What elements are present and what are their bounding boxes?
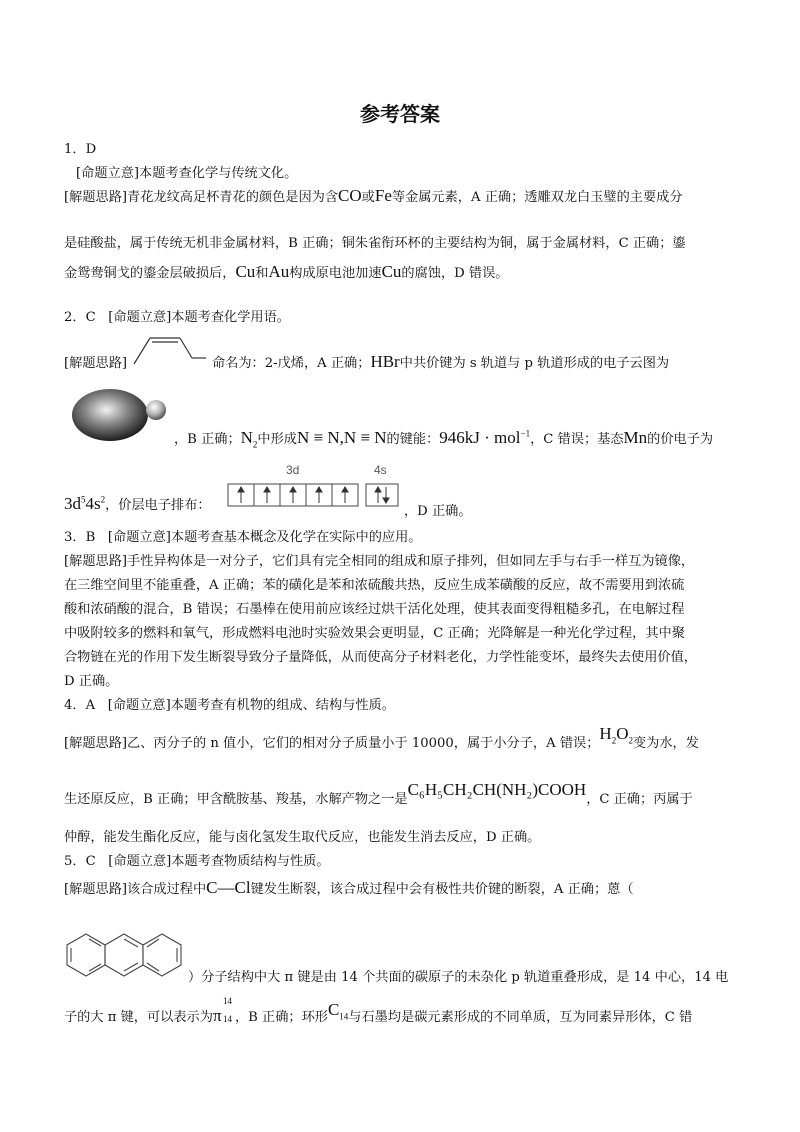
q2-text: 中共价键为 s 轨道与 p 轨道形成的电子云图为 bbox=[399, 356, 670, 371]
q2-line-3b: ，D 正确。 bbox=[404, 504, 472, 519]
q4-line-2 bbox=[64, 780, 693, 808]
q2-text: ，B 正确； bbox=[174, 432, 241, 447]
q5-text: 键发生断裂，该合成过程中会有极性共价键的断裂，A 正确；蒽（ bbox=[250, 882, 634, 897]
q2-line-3 bbox=[64, 494, 211, 514]
q1-line-1 bbox=[64, 186, 683, 206]
q5-text: [解题思路]该合成过程中 bbox=[64, 882, 207, 897]
q4-text: 变为水，发 bbox=[632, 736, 699, 751]
q5-intent: [命题立意]本题考查物质结构与性质。 bbox=[108, 854, 330, 869]
formula-pi-bond bbox=[212, 996, 235, 1025]
q4-line-1 bbox=[64, 724, 699, 753]
orbital-label-3d: 3d bbox=[286, 463, 300, 477]
formula-mn: Mn bbox=[623, 428, 648, 447]
config-3d-sup: 5 bbox=[81, 494, 86, 505]
q3-answer bbox=[64, 526, 421, 545]
q4-text: [解题思路]乙、丙分子的 n 值小，它们的相对分子质量小于 10000，属于小分子，A 错误； bbox=[64, 736, 600, 751]
q1-answer: 1．D bbox=[64, 142, 97, 157]
formula-n2 bbox=[240, 428, 258, 450]
q1-text: 金鸳鸯铜戈的鎏金层破损后， bbox=[64, 266, 236, 281]
q3-intent: [命题立意]本题考查基本概念及化学在实际中的应用。 bbox=[107, 530, 422, 545]
n2-symbol: N bbox=[240, 428, 253, 447]
q3-num: 3．B bbox=[64, 530, 96, 545]
q4-line-3: 仲醇，能发生酯化反应，能与卤化氢发生取代反应，也能发生消去反应，D 正确。 bbox=[64, 830, 541, 845]
bond-energy bbox=[439, 428, 530, 447]
h2o2-o: O bbox=[616, 724, 629, 743]
n2-subscript: 2 bbox=[252, 439, 258, 450]
q1-text: 和 bbox=[255, 266, 269, 281]
formula-c-cl: C—Cl bbox=[206, 878, 251, 897]
energy-exponent: −1 bbox=[520, 428, 531, 439]
q1-line-3 bbox=[64, 262, 508, 282]
q2-text: ，C 错误；基态 bbox=[530, 432, 624, 447]
formula-co: CO bbox=[338, 186, 362, 205]
pi-superscript: 14 bbox=[222, 996, 232, 1006]
q4-num: 4．A bbox=[64, 698, 96, 713]
q4-answer bbox=[64, 694, 395, 713]
c14-subscript: 14 bbox=[339, 1011, 349, 1022]
q5-line-1 bbox=[64, 878, 634, 898]
orbital-diagram bbox=[224, 462, 404, 512]
q5-line-3 bbox=[64, 996, 693, 1027]
q2-text: ，价层电子排布： bbox=[105, 498, 211, 513]
q5-text: 子的大 π 键，可以表示为 bbox=[64, 1010, 213, 1025]
pentene-skeletal-structure bbox=[132, 334, 208, 368]
q2-text: [解题思路] bbox=[64, 356, 128, 371]
q2-text: 的价电子为 bbox=[647, 432, 714, 447]
q2-num: 2．C bbox=[64, 310, 96, 325]
h2o2-sub: 2 bbox=[611, 735, 617, 746]
q5-answer bbox=[64, 850, 330, 869]
q2-line-1 bbox=[64, 352, 127, 371]
formula-fe: Fe bbox=[374, 186, 392, 205]
formula-cu: Cu bbox=[235, 262, 256, 281]
q1-line-2: 是硅酸盐，属于传统无机非金属材料，B 正确；铜朱雀衔环杯的主要结构为铜，属于金属材料，C 正确；鎏 bbox=[64, 236, 686, 251]
q3-line: 酸和浓硝酸的混合，B 错误；石墨棒在使用前应该经过烘干活化处理，使其表面变得粗糙多孔，在电解过程 bbox=[64, 602, 685, 617]
q3-line: 在三维空间里不能重叠，A 正确；苯的磺化是苯和浓硫酸共热，反应生成苯磺酸的反应，故不需要用到浓硫 bbox=[64, 578, 685, 593]
q2-line-2 bbox=[174, 428, 713, 449]
c14-symbol: C bbox=[327, 1000, 340, 1019]
formula-triple-bond: N ≡ N,N ≡ N bbox=[296, 428, 387, 447]
q3-line: 合物链在光的作用下发生断裂导致分子量降低，从而使高分子材料老化，力学性能变坏，最终失去使用价值， bbox=[64, 650, 697, 665]
q1-text: 或 bbox=[361, 190, 375, 205]
formula-c14 bbox=[327, 1000, 349, 1022]
formula-hbr: HBr bbox=[370, 352, 400, 371]
q3-line: [解题思路]手性异构体是一对分子，它们具有完全相同的组成和原子排列，但如同左手与右手一样互为镜像， bbox=[64, 554, 695, 569]
q1-text: 的腐蚀，D 错误。 bbox=[401, 266, 509, 281]
q1-text: 构成原电池加速 bbox=[289, 266, 382, 281]
q4-text: 生还原反应，B 正确；甲含酰胺基、羧基，水解产物之一是 bbox=[64, 792, 408, 807]
q1-intent: [命题立意]本题考查化学与传统文化。 bbox=[76, 166, 298, 181]
config-4s-sup: 2 bbox=[100, 494, 106, 505]
q1-text: 等金属元素，A 正确；透雕双龙白玉璧的主要成分 bbox=[391, 190, 683, 205]
config-3d: 3d bbox=[64, 494, 81, 513]
h2o2-sub: 2 bbox=[628, 735, 633, 746]
q4-intent: [命题立意]本题考查有机物的组成、结构与性质。 bbox=[107, 698, 395, 713]
q2-text: 的键能： bbox=[386, 432, 440, 447]
q4-text: ，C 正确；丙属于 bbox=[586, 792, 693, 807]
q5-text: 与石墨均是碳元素形成的不同单质，互为同素异形体，C 错 bbox=[348, 1010, 693, 1025]
formula-h2o2 bbox=[599, 724, 633, 746]
q2-text: 命名为：2-戊烯，A 正确； bbox=[212, 356, 371, 371]
q5-text: ，B 正确；环形 bbox=[234, 1010, 328, 1025]
formula-mn-config bbox=[64, 494, 105, 513]
formula-phenylalanine: C₆H₅CH₂CH(NH₂)COOH bbox=[407, 780, 587, 799]
q5-line-2: ）分子结构中大 π 键是由 14 个共面的碳原子的未杂化 p 轨道重叠形成，是 14 中心，14 电 bbox=[188, 970, 729, 985]
q2-answer bbox=[64, 306, 290, 325]
page-title: 参考答案 bbox=[360, 102, 440, 126]
energy-value: 946kJ · mol bbox=[439, 428, 521, 447]
formula-cu: Cu bbox=[381, 262, 402, 281]
config-4s: 4s bbox=[85, 494, 101, 513]
hbr-electron-cloud-image bbox=[70, 384, 170, 446]
anthracene-structure bbox=[64, 930, 188, 978]
q1-text: [解题思路]青花龙纹高足杯青花的颜色是因为含 bbox=[64, 190, 339, 205]
q3-line: D 正确。 bbox=[64, 674, 119, 689]
orbital-label-4s: 4s bbox=[374, 463, 387, 477]
q3-line: 中吸附较多的燃料和氧气，形成燃料电池时实验效果会更明显，C 正确；光降解是一种光化学过程，其中聚 bbox=[64, 626, 685, 641]
q2-line-1b bbox=[212, 352, 669, 372]
h2o2-h: H bbox=[599, 724, 612, 743]
q2-text: 中形成 bbox=[257, 432, 297, 447]
pi-symbol: π bbox=[212, 1006, 222, 1025]
q2-intent: [命题立意]本题考查化学用语。 bbox=[108, 310, 290, 325]
pi-subscript: 14 bbox=[222, 1014, 232, 1024]
formula-au: Au bbox=[268, 262, 290, 281]
q5-num: 5．C bbox=[64, 854, 96, 869]
